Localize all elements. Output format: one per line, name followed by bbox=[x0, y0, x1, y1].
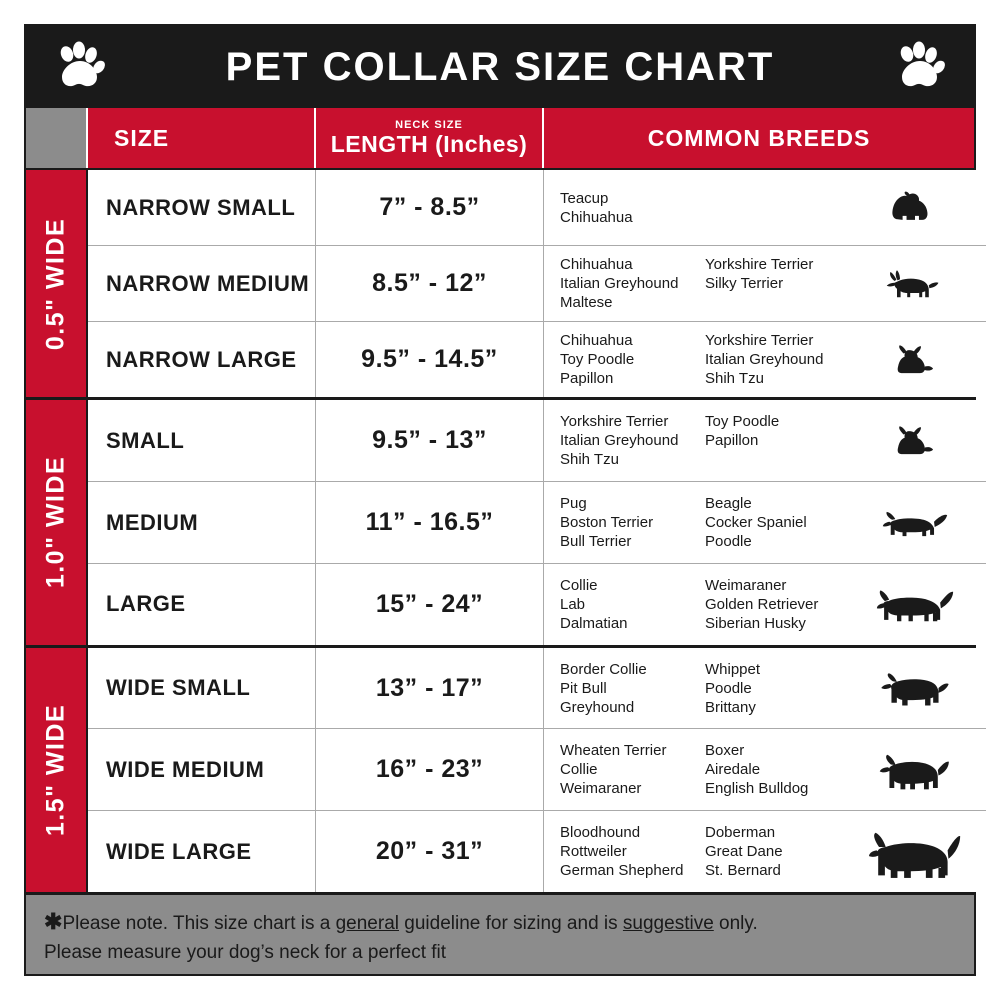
breed-column-1 bbox=[560, 576, 705, 633]
dog-silhouette-boxer-icon bbox=[850, 729, 980, 810]
breed-column-2 bbox=[705, 660, 850, 717]
breed-item: Doberman bbox=[705, 824, 776, 842]
dog-silhouette-beagle-icon bbox=[850, 482, 980, 563]
chart-header bbox=[26, 26, 974, 108]
breed-item: Beagle bbox=[705, 495, 752, 512]
breed-item: Rottweiler bbox=[560, 843, 627, 861]
group-narrow bbox=[26, 168, 974, 397]
breed-column-1 bbox=[560, 741, 705, 798]
breed-item: Maltese bbox=[560, 294, 613, 312]
dog-silhouette-yorkie-icon bbox=[850, 170, 980, 245]
breed-item: Yorkshire Terrier bbox=[705, 332, 814, 350]
group-rows bbox=[88, 648, 986, 892]
table-row bbox=[88, 321, 986, 397]
cell-size: MEDIUM bbox=[88, 482, 316, 563]
column-header-length bbox=[316, 108, 544, 168]
cell-size: SMALL bbox=[88, 400, 316, 481]
cell-length: 13” - 17” bbox=[316, 648, 544, 729]
breed-item: Chihuahua bbox=[560, 208, 633, 226]
dog-silhouette-papillon-icon bbox=[850, 400, 980, 481]
cell-breeds bbox=[544, 400, 986, 481]
breed-column-2 bbox=[705, 189, 850, 227]
breed-columns bbox=[560, 331, 850, 388]
breed-item: English Bulldog bbox=[705, 780, 809, 798]
breed-item: Pit Bull bbox=[560, 679, 607, 697]
breed-item: Boxer bbox=[705, 742, 745, 760]
cell-size: WIDE MEDIUM bbox=[88, 729, 316, 810]
breed-item: Airedale bbox=[705, 761, 761, 779]
breed-item: German Shepherd bbox=[560, 862, 684, 880]
group-rows bbox=[88, 400, 986, 644]
breed-item: Papillon bbox=[705, 432, 759, 450]
breed-item: St. Bernard bbox=[705, 862, 781, 880]
breed-item: Lab bbox=[560, 595, 586, 613]
breed-column-2 bbox=[705, 331, 850, 388]
breed-item: Chihuahua bbox=[560, 332, 633, 350]
breed-column-1 bbox=[560, 660, 705, 717]
table-row bbox=[88, 563, 986, 645]
breed-columns bbox=[560, 576, 850, 633]
footer-line-1 bbox=[44, 907, 956, 938]
cell-length: 9.5” - 14.5” bbox=[316, 322, 544, 397]
dog-silhouette-doberman-icon bbox=[850, 811, 980, 892]
table-row bbox=[88, 170, 986, 245]
breed-columns bbox=[560, 412, 850, 469]
footer-underline-general: general bbox=[335, 913, 399, 934]
breed-item: Teacup bbox=[560, 189, 609, 207]
group-label-text: 0.5" WIDE bbox=[41, 217, 70, 350]
cell-breeds bbox=[544, 246, 986, 321]
breed-item: Pug bbox=[560, 495, 587, 512]
cell-length: 7” - 8.5” bbox=[316, 170, 544, 245]
breed-columns bbox=[560, 255, 850, 312]
cell-size: WIDE SMALL bbox=[88, 648, 316, 729]
asterisk-icon: ✱ bbox=[44, 909, 63, 934]
breed-column-1 bbox=[560, 494, 705, 551]
cell-breeds bbox=[544, 170, 986, 245]
cell-size: NARROW SMALL bbox=[88, 170, 316, 245]
page-title: PET COLLAR SIZE CHART bbox=[225, 44, 775, 89]
group-label-wide bbox=[26, 648, 88, 892]
dog-silhouette-papillon-icon bbox=[850, 322, 980, 397]
table-row bbox=[88, 400, 986, 481]
breed-item: Italian Greyhound bbox=[560, 432, 679, 450]
breed-columns bbox=[560, 189, 850, 227]
footer-text-a: Please note. This size chart is a bbox=[62, 913, 336, 934]
breed-item: Poodle bbox=[705, 679, 752, 697]
footer-text-b: guideline for sizing and is bbox=[399, 913, 623, 934]
table-row bbox=[88, 648, 986, 729]
breed-item: Poodle bbox=[705, 533, 752, 550]
breed-column-2 bbox=[705, 576, 850, 633]
breed-columns bbox=[560, 494, 850, 551]
footer-line-2: Please measure your dog’s neck for a perfect fit bbox=[44, 942, 447, 963]
group-label-text: 1.0" WIDE bbox=[41, 456, 70, 589]
cell-breeds bbox=[544, 811, 986, 892]
breed-item: Shih Tzu bbox=[705, 370, 764, 388]
group-wide bbox=[26, 645, 974, 892]
cell-breeds bbox=[544, 729, 986, 810]
breed-column-1 bbox=[560, 189, 705, 227]
breed-columns bbox=[560, 660, 850, 717]
table-row bbox=[88, 728, 986, 810]
breed-item: Great Dane bbox=[705, 843, 783, 861]
table-row bbox=[88, 810, 986, 892]
breed-item: Toy Poodle bbox=[560, 351, 635, 369]
breed-item: Yorkshire Terrier bbox=[705, 256, 814, 274]
column-header-neck-size: NECK SIZE bbox=[395, 118, 463, 131]
breed-item: Chihuahua bbox=[560, 256, 633, 274]
cell-breeds bbox=[544, 322, 986, 397]
footer-note bbox=[26, 892, 974, 974]
cell-breeds bbox=[544, 648, 986, 729]
breed-column-2 bbox=[705, 412, 850, 469]
paw-icon bbox=[894, 41, 946, 93]
breed-item: Brittany bbox=[705, 698, 756, 716]
column-header-spacer bbox=[26, 108, 88, 168]
chart-frame bbox=[24, 24, 976, 976]
cell-size: NARROW MEDIUM bbox=[88, 246, 316, 321]
breed-column-1 bbox=[560, 331, 705, 388]
breed-columns bbox=[560, 741, 850, 798]
breed-item: Papillon bbox=[560, 370, 614, 388]
breed-column-2 bbox=[705, 494, 850, 551]
cell-length: 9.5” - 13” bbox=[316, 400, 544, 481]
breed-item: Dalmatian bbox=[560, 614, 628, 632]
breed-column-1 bbox=[560, 255, 705, 312]
breed-item: Yorkshire Terrier bbox=[560, 413, 669, 431]
breed-column-2 bbox=[705, 741, 850, 798]
breed-item: Wheaten Terrier bbox=[560, 742, 667, 760]
breed-item: Silky Terrier bbox=[705, 275, 784, 293]
breed-item: Bloodhound bbox=[560, 824, 641, 842]
breed-item: Italian Greyhound bbox=[560, 275, 679, 293]
breed-column-2 bbox=[705, 255, 850, 312]
breed-item: Collie bbox=[560, 576, 598, 594]
breed-item: Cocker Spaniel bbox=[705, 514, 807, 531]
breed-item: Bull Terrier bbox=[560, 533, 632, 550]
table-row bbox=[88, 245, 986, 321]
breed-item: Greyhound bbox=[560, 698, 635, 716]
breed-column-1 bbox=[560, 823, 705, 880]
cell-size: WIDE LARGE bbox=[88, 811, 316, 892]
column-header-row bbox=[26, 108, 974, 168]
dog-silhouette-chihuahua-icon bbox=[850, 246, 980, 321]
column-header-length-inches: LENGTH (Inches) bbox=[330, 130, 528, 157]
group-label-text: 1.5" WIDE bbox=[41, 703, 70, 836]
group-standard bbox=[26, 397, 974, 644]
breed-item: Weimaraner bbox=[705, 576, 787, 594]
cell-length: 20” - 31” bbox=[316, 811, 544, 892]
cell-length: 15” - 24” bbox=[316, 564, 544, 645]
chart-body bbox=[26, 168, 974, 892]
column-header-size: SIZE bbox=[88, 108, 316, 168]
breed-item: Golden Retriever bbox=[705, 595, 819, 613]
breed-column-1 bbox=[560, 412, 705, 469]
breed-columns bbox=[560, 823, 850, 880]
cell-length: 8.5” - 12” bbox=[316, 246, 544, 321]
dog-silhouette-retriever-icon bbox=[850, 564, 980, 645]
cell-length: 16” - 23” bbox=[316, 729, 544, 810]
breed-item: Boston Terrier bbox=[560, 514, 654, 531]
breed-item: Border Collie bbox=[560, 660, 647, 678]
breed-item: Whippet bbox=[705, 660, 761, 678]
dog-silhouette-bulldog-icon bbox=[850, 648, 980, 729]
group-rows bbox=[88, 170, 986, 397]
breed-item: Siberian Husky bbox=[705, 614, 806, 632]
breed-item: Italian Greyhound bbox=[705, 351, 824, 369]
cell-breeds bbox=[544, 564, 986, 645]
cell-breeds bbox=[544, 482, 986, 563]
breed-column-2 bbox=[705, 823, 850, 880]
table-row bbox=[88, 481, 986, 563]
breed-item: Weimaraner bbox=[560, 780, 642, 798]
breed-item: Shih Tzu bbox=[560, 451, 619, 469]
group-label-standard bbox=[26, 400, 88, 644]
paw-icon bbox=[54, 41, 106, 93]
footer-underline-suggestive: suggestive bbox=[622, 913, 714, 934]
breed-item: Toy Poodle bbox=[705, 413, 780, 431]
cell-size: NARROW LARGE bbox=[88, 322, 316, 397]
footer-text-c: only. bbox=[713, 913, 758, 934]
column-header-breeds: COMMON BREEDS bbox=[544, 108, 974, 168]
group-label-narrow bbox=[26, 170, 88, 397]
breed-item: Collie bbox=[560, 761, 598, 779]
cell-length: 11” - 16.5” bbox=[316, 482, 544, 563]
cell-size: LARGE bbox=[88, 564, 316, 645]
